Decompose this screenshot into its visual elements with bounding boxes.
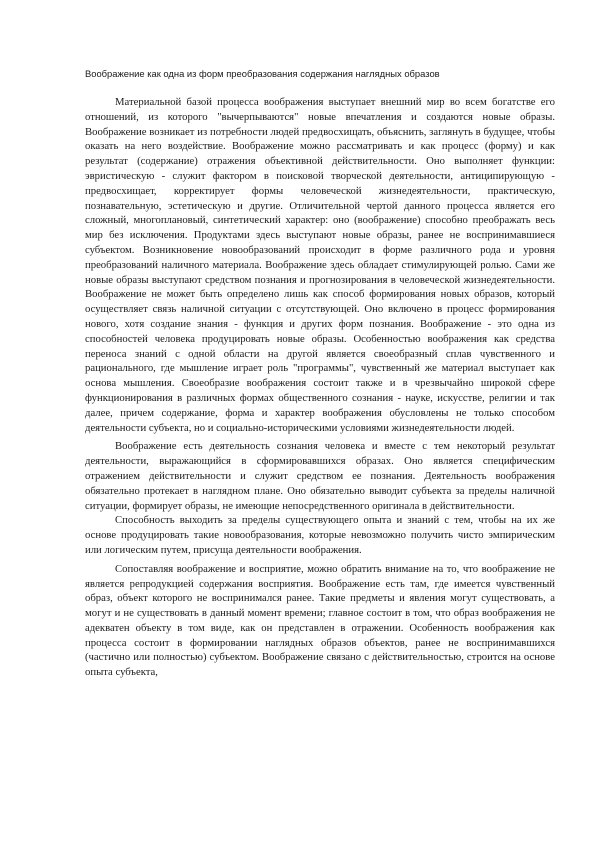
document-body <box>85 95 555 684</box>
paragraph-imagination-as-activity: Воображение есть деятельность сознания человека и вместе с тем некоторый результат деятельности, выражающийся в сформировавшихся образах. Оно является специфическим отражением действительности и служит средством ее познания. Деятельность воображения обязательно протекает в наглядном плане. Оно обязательно выводит субъекта за пределы наличной ситуации, формирует образы, не имеющие непосредственного оригинала в действительности. <box>85 440 555 512</box>
paragraph-beyond-experience: Способность выходить за пределы существующего опыта и знаний с тем, чтобы на их же основе продуцировать такие новообразования, которые невозможно получить чисто эмпирическим или логическим путем, присуща деятельности воображения. <box>85 514 555 556</box>
paragraph-imagination-vs-perception: Сопоставляя воображение и восприятие, можно обратить внимание на то, что воображение не является репродукцией содержания восприятия. Воображение есть там, где имеется чувственный образ, объект которого не воспринимался ранее. Такие предметы и явления могут существовать, а могут и не существовать в данный момент времени; главное состоит в том, что образ воображения не адекватен объекту в том виде, как он представлен в отражении. Особенность воображения как процесса состоит в формировании наглядных образов объектов, ранее не воспринимавшихся (частично или полностью) субъектом. Воображение связано с действительностью, строится на основе опыта субъекта, <box>85 562 555 679</box>
paragraph-imagination-material-base: Материальной базой процесса воображения выступает внешний мир во всем богатстве его отношений, из которого "вычерпываются" новые впечатления и создаются новые образы. Воображение возникает из потребности людей предвосхищать, объяснить, заглянуть в будущее, чтобы оказать на него воздействие. Воображение можно рассматривать и как процесс (форму) и как результат (содержание) отражения объективной действительности. Оно выполняет функции: эвристическую - служит фактором в поисковой творческой деятельности, антиципирующую - предвосхищает, корректирует формы человеческой жизнедеятельности, практическую, познавательную, эстетическую и другие. Отличительной чертой данного процесса является его сложный, многоплановый, синтетический характер: оно (воображение) способно преображать весь мир без исключения. Продуктами здесь выступают новые образы, ранее не воспринимавшиеся субъектом. Возникновение новообразований происходит в форме различного рода и уровня преобразований наличного материала. Воображение здесь обладает стимулирующей ролью. Сами же новые образы выступают средством познания и прогнозирования в человеческой жизнедеятельности. Воображение не может быть определено лишь как способ формирования новых образов, который осуществляет связь наличной ситуации с отсутствующей. Оно включено в процесс формирования нового, хотя создание знания - функция и других форм познания. Воображение - это одна из способностей человека продуцировать новые образы. Особенностью воображения как средства переноса знаний с одной области на другой является своеобразный сплав чувственного и рационального, где мышление играет роль "программы", чувственный же материал выступает как основа мышления. Своеобразие воображения состоит также и в чрезвычайно широкой сфере функционирования в различных формах общественного сознания - науке, искусстве, религии и так далее, причем содержание, форма и характер воображения обусловлены не только способом деятельности субъекта, но и социально-историческими условиями жизнедеятельности людей. <box>85 96 555 434</box>
document-title: Воображение как одна из форм преобразования содержания наглядных образов <box>85 68 440 79</box>
